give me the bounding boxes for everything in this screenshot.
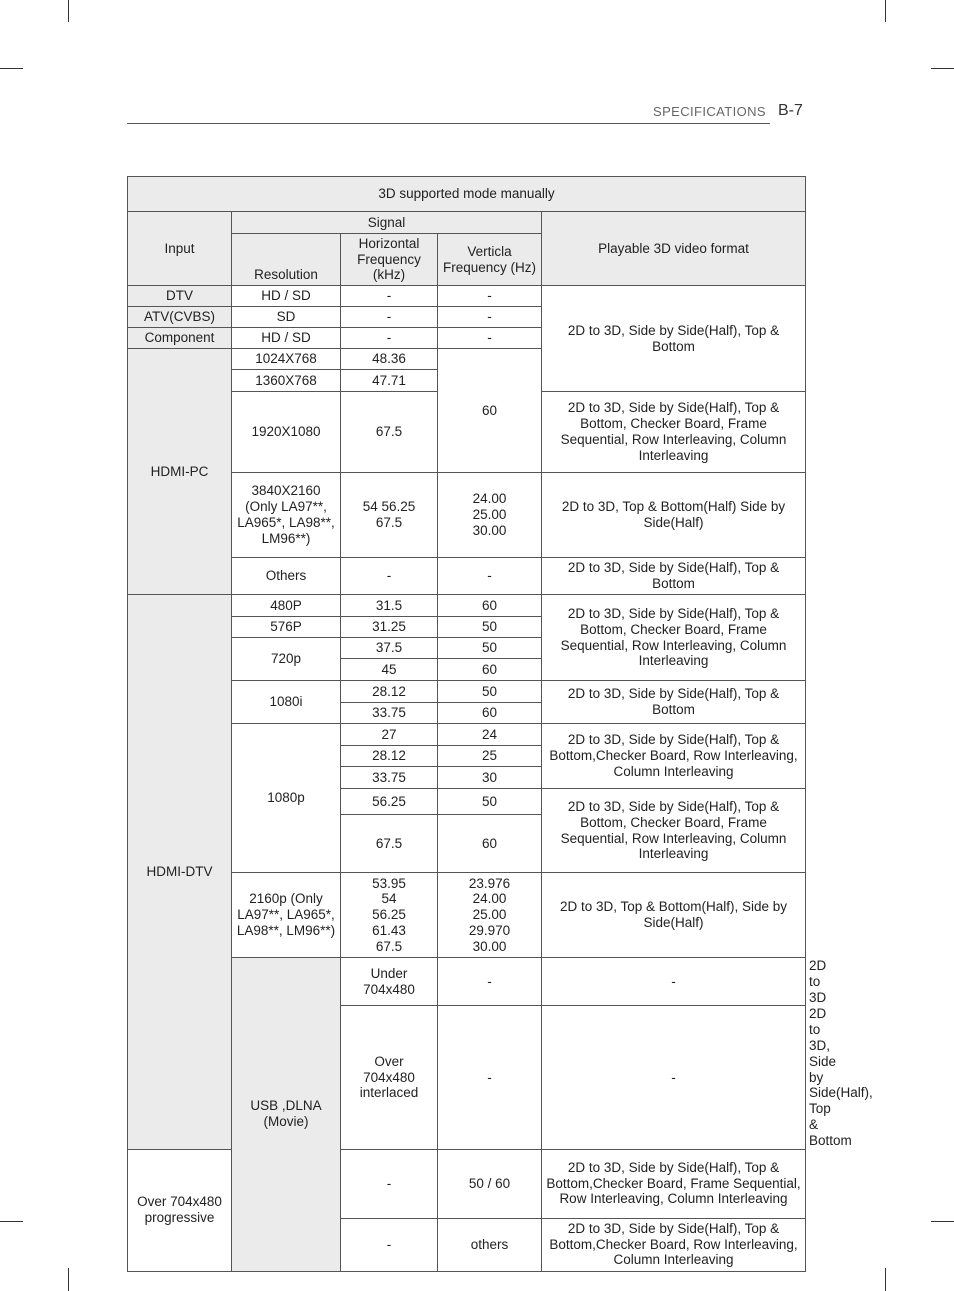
resolution-cell: 1360X768 — [232, 370, 341, 392]
vfreq-cell: 50 — [438, 789, 542, 815]
hfreq-cell: 28.12 — [341, 681, 438, 703]
col-header-hfreq: Horizontal Frequency (kHz) — [341, 234, 438, 286]
hfreq-cell: 33.75 — [341, 703, 438, 724]
format-cell: 2D to 3D, Side by Side(Half), Top & Bottom,Checker Board, Row Interleaving, Column Interleaving — [542, 1218, 806, 1271]
hfreq-cell: - — [341, 1218, 438, 1271]
hfreq-cell: 56.25 — [341, 789, 438, 815]
format-cell: 2D to 3D, Side by Side(Half), Top & Bottom — [542, 681, 806, 724]
format-cell: 2D to 3D, Top & Bottom(Half), Side by Side(Half) — [542, 873, 806, 958]
crop-mark — [931, 1221, 954, 1222]
hfreq-cell: - — [341, 558, 438, 595]
3d-mode-table: 3D supported mode manually Input Signal Playable 3D video format Resolution Horizontal Frequency (kHz) Verticla Frequency (Hz) DTV HD / SD - - 2D to 3D, Side by Side(Half), Top & Bottom ATV(CVBS) SD - - Component HD / SD - - HDMI-PC 1024X768 48.36 60 1360X768 47.71 1920X1080 67.5 2D to 3D, Side by Side(Half), Top & Bottom, Checker Board, Frame Sequential, Row Interleaving, Column Interleaving 3840X2160 (Only LA97**, LA965*, LA98**, LM96**) 54 56.25 67.5 24.00 25.00 30.00 2D to 3D, Top & Bottom(Half) Side by Side(Half) Others - - 2D to 3D, Side by Side(Half), Top & Bottom HDMI-DTV 480P 31.5 60 2D to 3D, Side by Side(Half), Top & Bottom, Checker Board, Frame Sequential, Row Interleaving, Column Interleaving 576P 31.25 50 720p 37.5 50 45 60 1080i 28.12 50 2D to 3D, Side by Side(Half), Top & Bottom 33.75 60 1080p 27 24 2D to 3D, Side by Side(Half), Top & Bottom,Checker Board, Row Interleaving, Column Interleaving 28.12 25 33.75 30 56.25 50 2D to 3D, Side by Side(Half), Top & Bottom, Checker Board, Frame Sequential, Row Interleaving, Column Interleaving 67.5 60 2160p (Only LA97**, LA965*, LA98**, LM96**) 53.95 54 56.25 61.43 67.5 23.976 24.00 25.00 29.970 30.00 2D to 3D, Top & Bottom(Half), Side by Side(Half) USB ,DLNA (Movie) Under 704x480 - - 2D to 3D Over 704x480 interlaced - - 2D to 3D, Side by Side(Half), Top & Bottom Over 704x480 progressive - 50 / 60 2D to 3D, Side by Side(Half), Top & Bottom,Checker Board, Frame Sequential, Row Interleaving, Column Interleaving - others 2D to 3D, Side by Side(Half), Top & Bottom,Checker Board, Row Interleaving, Column Interleaving — [127, 176, 806, 1272]
vfreq-cell: 60 — [438, 703, 542, 724]
resolution-cell: HD / SD — [232, 328, 341, 349]
vfreq-cell: others — [438, 1218, 542, 1271]
col-header-input: Input — [128, 212, 232, 286]
resolution-cell: 720p — [232, 638, 341, 681]
vfreq-cell: 30 — [438, 767, 542, 789]
resolution-cell: 576P — [232, 617, 341, 638]
resolution-cell: 480P — [232, 595, 341, 617]
section-title: SPECIFICATIONS — [653, 104, 766, 119]
crop-mark — [885, 1268, 886, 1291]
hfreq-cell: - — [341, 1149, 438, 1218]
crop-mark — [68, 0, 69, 22]
crop-mark — [0, 1221, 23, 1222]
vfreq-cell: 50 — [438, 617, 542, 638]
header-rule — [127, 123, 770, 124]
format-cell: 2D to 3D, Side by Side(Half), Top & Bottom, Checker Board, Frame Sequential, Row Interleaving, Column Interleaving — [542, 392, 806, 473]
col-header-vfreq: Verticla Frequency (Hz) — [438, 234, 542, 286]
vfreq-cell: 50 — [438, 638, 542, 659]
resolution-cell: 1920X1080 — [232, 392, 341, 473]
vfreq-cell: - — [438, 328, 542, 349]
hfreq-cell: 48.36 — [341, 349, 438, 370]
hfreq-cell: 28.12 — [341, 746, 438, 767]
format-cell: 2D to 3D, Side by Side(Half), Top & Bottom — [542, 286, 806, 392]
input-cell: USB ,DLNA (Movie) — [232, 958, 341, 1272]
format-cell: 2D to 3D, Side by Side(Half), Top & Bottom,Checker Board, Frame Sequential, Row Interleaving, Column Interleaving — [542, 1149, 806, 1218]
hfreq-cell: 27 — [341, 724, 438, 746]
crop-mark — [68, 1268, 69, 1291]
vfreq-cell: - — [542, 1006, 806, 1149]
input-cell: ATV(CVBS) — [128, 307, 232, 328]
hfreq-cell: 47.71 — [341, 370, 438, 392]
format-cell: 2D to 3D, Side by Side(Half), Top & Bottom, Checker Board, Frame Sequential, Row Interleaving, Column Interleaving — [542, 595, 806, 681]
hfreq-cell: - — [438, 1006, 542, 1149]
resolution-cell: Over 704x480 progressive — [128, 1149, 232, 1271]
hfreq-cell: 53.95 54 56.25 61.43 67.5 — [341, 873, 438, 958]
resolution-cell: Others — [232, 558, 341, 595]
vfreq-cell: 50 — [438, 681, 542, 703]
col-header-signal: Signal — [232, 212, 542, 234]
col-header-format: Playable 3D video format — [542, 212, 806, 286]
hfreq-cell: 37.5 — [341, 638, 438, 659]
hfreq-cell: - — [438, 958, 542, 1006]
crop-mark — [931, 68, 954, 69]
vfreq-cell: - — [438, 286, 542, 307]
vfreq-cell: 24.00 25.00 30.00 — [438, 473, 542, 558]
vfreq-cell: 60 — [438, 659, 542, 681]
table-title: 3D supported mode manually — [128, 177, 806, 212]
vfreq-cell: - — [438, 307, 542, 328]
vfreq-cell: 60 — [438, 595, 542, 617]
hfreq-cell: - — [341, 328, 438, 349]
format-cell: 2D to 3D, Side by Side(Half), Top & Bottom,Checker Board, Row Interleaving, Column Interleaving — [542, 724, 806, 789]
col-header-resolution: Resolution — [232, 234, 341, 286]
format-cell: 2D to 3D, Side by Side(Half), Top & Bottom — [542, 558, 806, 595]
vfreq-cell: - — [542, 958, 806, 1006]
format-cell: 2D to 3D, Side by Side(Half), Top & Bottom, Checker Board, Frame Sequential, Row Interleaving, Column Interleaving — [542, 789, 806, 873]
crop-mark — [885, 0, 886, 22]
resolution-cell: 1080i — [232, 681, 341, 724]
resolution-cell: 3840X2160 (Only LA97**, LA965*, LA98**, LM96**) — [232, 473, 341, 558]
vfreq-cell: 60 — [438, 815, 542, 873]
hfreq-cell: 67.5 — [341, 815, 438, 873]
hfreq-cell: 33.75 — [341, 767, 438, 789]
hfreq-cell: 45 — [341, 659, 438, 681]
resolution-cell: HD / SD — [232, 286, 341, 307]
vfreq-cell: 23.976 24.00 25.00 29.970 30.00 — [438, 873, 542, 958]
hfreq-cell: 54 56.25 67.5 — [341, 473, 438, 558]
resolution-cell: Under 704x480 — [341, 958, 438, 1006]
hfreq-cell: - — [341, 307, 438, 328]
hfreq-cell: 31.25 — [341, 617, 438, 638]
hfreq-cell: 31.5 — [341, 595, 438, 617]
vfreq-cell: 50 / 60 — [438, 1149, 542, 1218]
crop-mark — [0, 68, 23, 69]
resolution-cell: 1080p — [232, 724, 341, 873]
hfreq-cell: 67.5 — [341, 392, 438, 473]
page-number: B-7 — [778, 102, 803, 119]
vfreq-cell: 60 — [438, 349, 542, 473]
vfreq-cell: 24 — [438, 724, 542, 746]
input-cell: HDMI-DTV — [128, 595, 232, 1150]
resolution-cell: SD — [232, 307, 341, 328]
vfreq-cell: - — [438, 558, 542, 595]
resolution-cell: 1024X768 — [232, 349, 341, 370]
vfreq-cell: 25 — [438, 746, 542, 767]
format-cell: 2D to 3D, Top & Bottom(Half) Side by Side(Half) — [542, 473, 806, 558]
resolution-cell: 2160p (Only LA97**, LA965*, LA98**, LM96**) — [232, 873, 341, 958]
resolution-cell: Over 704x480 interlaced — [341, 1006, 438, 1149]
hfreq-cell: - — [341, 286, 438, 307]
input-cell: HDMI-PC — [128, 349, 232, 595]
input-cell: DTV — [128, 286, 232, 307]
input-cell: Component — [128, 328, 232, 349]
